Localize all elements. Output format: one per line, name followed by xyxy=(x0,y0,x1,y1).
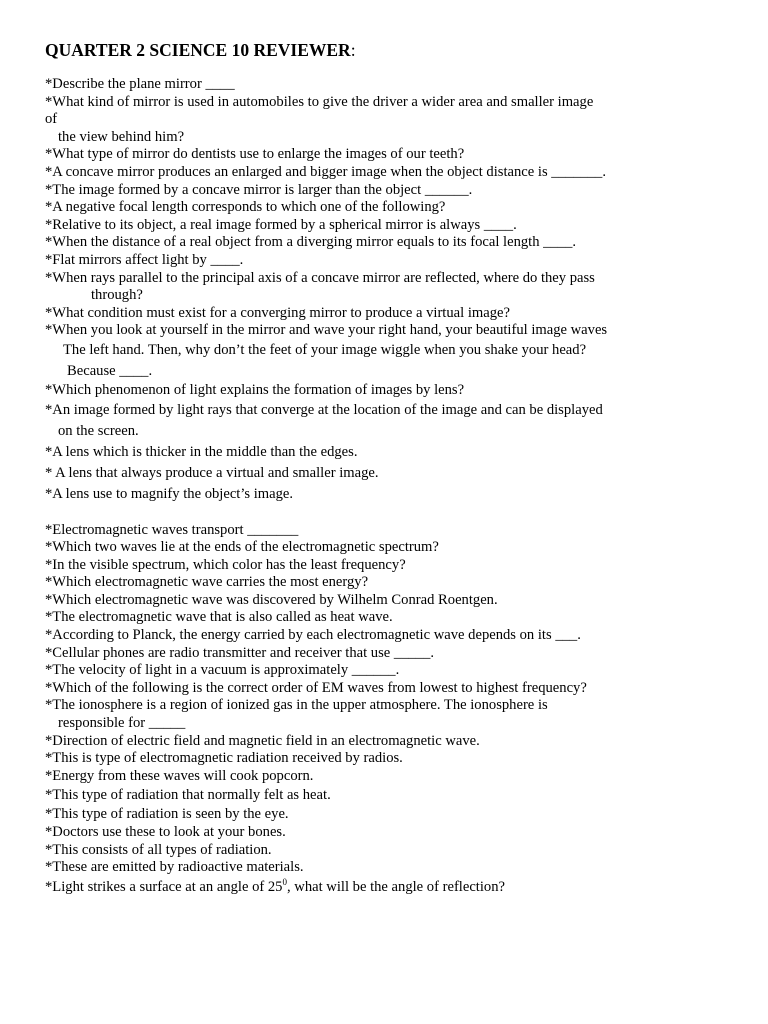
question-line-continued: on the screen. xyxy=(58,422,139,439)
question-line: *The image formed by a concave mirror is larger than the object ______. xyxy=(45,181,473,198)
question-line-continued: responsible for _____ xyxy=(58,715,186,732)
question-line: *Relative to its object, a real image formed by a spherical mirror is always ____. xyxy=(45,216,517,233)
section-electromagnetic-waves xyxy=(45,522,735,898)
question-line: *Electromagnetic waves transport _______ xyxy=(45,521,299,538)
section-gap xyxy=(45,505,735,522)
question-line-continued: Because ____. xyxy=(67,362,153,379)
question-line-reflection xyxy=(45,877,735,898)
question-line: *When the distance of a real object from a diverging mirror equals to its focal length ____. xyxy=(45,234,577,251)
question-line: *What condition must exist for a converging mirror to produce a virtual image? xyxy=(45,304,510,321)
question-line: *Energy from these waves will cook popcorn. xyxy=(45,767,314,784)
question-line: *A lens use to magnify the object’s image. xyxy=(45,485,294,502)
question-line: *This is type of electromagnetic radiation received by radios. xyxy=(45,750,403,767)
question-line: *When you look at yourself in the mirror and wave your right hand, your beautiful image waves xyxy=(45,322,608,339)
question-line: *The ionosphere is a region of ionized gas in the upper atmosphere. The ionosphere is xyxy=(45,697,548,714)
document-title xyxy=(45,38,735,62)
question-line: *An image formed by light rays that converge at the location of the image and can be displayed xyxy=(45,401,603,418)
degree-superscript: 0 xyxy=(282,876,287,887)
reflection-text-after: , what will be the angle of reflection? xyxy=(286,878,505,895)
question-line: *In the visible spectrum, which color has the least frequency? xyxy=(45,556,406,573)
document-page xyxy=(45,38,735,898)
question-line: *A lens which is thicker in the middle than the edges. xyxy=(45,443,358,460)
question-line: *The velocity of light in a vacuum is approximately ______. xyxy=(45,662,400,679)
question-line: *Direction of electric field and magnetic field in an electromagnetic wave. xyxy=(45,732,480,749)
question-line: *When rays parallel to the principal axis of a concave mirror are reflected, where do they pass xyxy=(45,269,595,286)
question-line: *Describe the plane mirror ____ xyxy=(45,76,235,92)
question-line: *Which two waves lie at the ends of the electromagnetic spectrum? xyxy=(45,539,439,556)
question-line: * A lens that always produce a virtual and smaller image. xyxy=(45,464,379,481)
question-line: *These are emitted by radioactive materials. xyxy=(45,859,304,876)
question-line: *Which of the following is the correct order of EM waves from lowest to highest frequency? xyxy=(45,679,587,696)
document-title-text: QUARTER 2 SCIENCE 10 REVIEWER xyxy=(45,40,351,60)
question-line: *Which electromagnetic wave carries the most energy? xyxy=(45,574,369,591)
question-line: *Flat mirrors affect light by ____. xyxy=(45,251,244,268)
section-mirrors-lenses xyxy=(45,76,735,505)
question-line-continued: the view behind him? xyxy=(58,128,185,145)
question-line: *This consists of all types of radiation. xyxy=(45,841,272,858)
question-line: *According to Planck, the energy carried by each electromagnetic wave depends on its ___. xyxy=(45,627,581,644)
question-line: *Cellular phones are radio transmitter and receiver that use _____. xyxy=(45,644,435,661)
question-line: *Doctors use these to look at your bones. xyxy=(45,824,286,840)
question-line: *This type of radiation is seen by the eye. xyxy=(45,806,289,823)
question-line: *A negative focal length corresponds to which one of the following? xyxy=(45,199,446,216)
question-line-continued: through? xyxy=(91,287,143,304)
question-line: *A concave mirror produces an enlarged and bigger image when the object distance is _______. xyxy=(45,163,607,180)
question-line: *Which electromagnetic wave was discovered by Wilhelm Conrad Roentgen. xyxy=(45,591,498,608)
question-line: *The electromagnetic wave that is also called as heat wave. xyxy=(45,609,393,626)
document-title-colon: : xyxy=(350,40,356,60)
question-line: *What kind of mirror is used in automobiles to give the driver a wider area and smaller image xyxy=(45,93,594,110)
question-line-continued: The left hand. Then, why don’t the feet of your image wiggle when you shake your head? xyxy=(63,341,587,358)
question-line: *This type of radiation that normally felt as heat. xyxy=(45,787,331,804)
question-line-continued: of xyxy=(45,111,58,128)
reflection-text-before: *Light strikes a surface at an angle of 25 xyxy=(45,878,283,895)
question-line: *What type of mirror do dentists use to enlarge the images of our teeth? xyxy=(45,146,465,163)
question-line: *Which phenomenon of light explains the formation of images by lens? xyxy=(45,381,465,398)
